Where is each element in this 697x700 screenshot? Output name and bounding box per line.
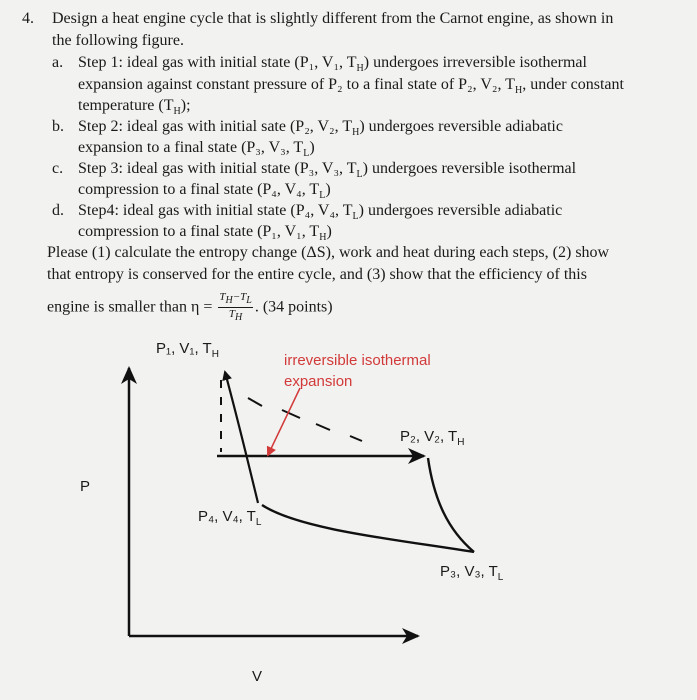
- step-d-line-1: Step4: ideal gas with initial state (P₄, V₄, $T_L$) undergoes reversible adiabatic: [78, 202, 563, 223]
- question-number: 4.: [22, 10, 34, 27]
- instruction-line-1: Please (1) calculate the entropy change (ΔS), work and heat during each steps, (2) show: [47, 244, 610, 261]
- adiabatic-compression-curve: [225, 372, 258, 503]
- volume-axis-label: V: [252, 668, 263, 685]
- state-2-label: P₂, V₂, $T_H$: [400, 428, 465, 448]
- step-b-line-1: Step 2: ideal gas with initial sate (P₂, V₂, $T_H$) undergoes reversible adiabatic: [78, 118, 563, 139]
- step-a-line-1: Step 1: ideal gas with initial state (P₁, V₁, $T_H$) undergoes irreversible isothermal: [78, 54, 587, 75]
- annotation-label-line-1: irreversible isothermal: [284, 352, 431, 369]
- dashed-isotherm: [248, 398, 362, 441]
- annotation-pointer: [268, 388, 300, 455]
- step-c-line-1: Step 3: ideal gas with initial state (P₃, V₃, $T_L$) undergoes reversible isothermal: [78, 160, 577, 181]
- intro-line-2: the following figure.: [52, 32, 184, 49]
- step-b-letter: b.: [52, 118, 64, 135]
- state-1-label: P₁, V₁, $T_H$: [156, 340, 219, 360]
- instruction-line-3: engine is smaller than η = $\frac{T_H-T_L}{T_H}$ . (34 points): [47, 291, 333, 324]
- instruction-line-2: that entropy is conserved for the entire cycle, and (3) show that the efficiency of this: [47, 266, 587, 283]
- step-c-letter: c.: [52, 160, 64, 177]
- step-d-line-2: compression to a final state (P₁, V₁, $T_H$): [78, 223, 332, 244]
- state-4-label: P₄, V₄, $T_L$: [198, 508, 262, 528]
- adiabatic-expansion-curve: [428, 458, 474, 552]
- step-a-line-3: temperature $(T_H)$;: [78, 97, 191, 118]
- efficiency-fraction: $\frac{T_H-T_L}{T_H}$: [219, 291, 252, 324]
- intro-line-1: Design a heat engine cycle that is slightly different from the Carnot engine, as shown in: [52, 10, 614, 27]
- step-b-line-2: expansion to a final state (P₃, V₃, $T_L$): [78, 139, 315, 160]
- step-a-line-2: expansion against constant pressure of P₂ to a final state of P₂, V₂, $T_H$, under constant: [78, 76, 624, 97]
- step-c-line-2: compression to a final state (P₄, V₄, $T_L$): [78, 181, 331, 202]
- step-a-letter: a.: [52, 54, 64, 71]
- state-3-label: P₃, V₃, $T_L$: [440, 563, 504, 583]
- step-d-letter: d.: [52, 202, 64, 219]
- pressure-axis-label: P: [80, 478, 91, 495]
- annotation-label-line-2: expansion: [284, 373, 353, 390]
